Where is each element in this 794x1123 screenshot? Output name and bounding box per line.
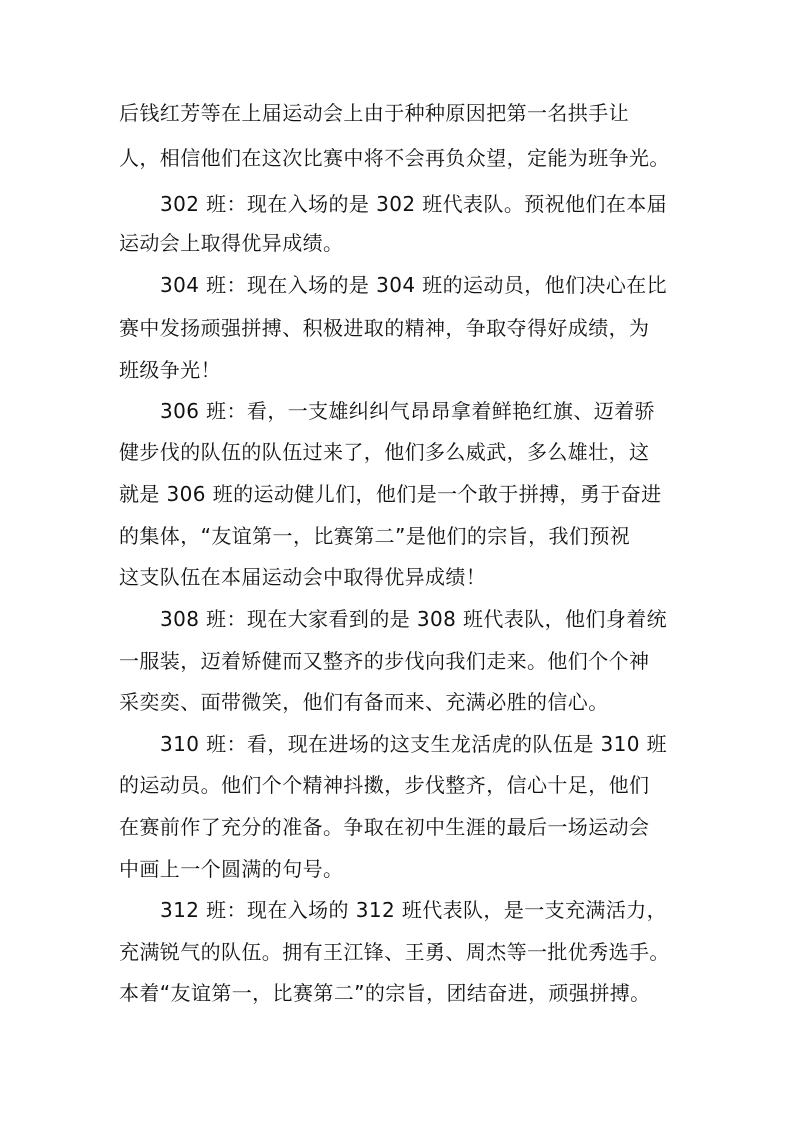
text-line: 这支队伍在本届运动会中取得优异成绩！ xyxy=(119,565,487,589)
text-line: 运动会上取得优异成绩。 xyxy=(119,231,344,255)
text-line: 中画上一个圆满的句号。 xyxy=(119,857,344,881)
text-line: 后钱红芳等在上届运动会上由于种种原因把第一名拱手让 xyxy=(119,101,629,125)
paragraph-308-line: 308 班：现在大家看到的是 308 班代表队，他们身着统 xyxy=(160,607,668,631)
text-line: 采奕奕、面带微笑，他们有备而来、充满必胜的信心。 xyxy=(119,690,609,714)
text-line: 充满锐气的队伍。拥有王江锋、王勇、周杰等一批优秀选手。 xyxy=(119,940,670,964)
text-line: 赛中发扬顽强拼搏、积极进取的精神，争取夺得好成绩，为 xyxy=(119,316,650,340)
text-line: 的运动员。他们个个精神抖擞，步伐整齐，信心十足，他们 xyxy=(119,773,650,797)
text-line: 班级争光！ xyxy=(119,358,221,382)
text-line: 健步伐的队伍的队伍过来了，他们多么威武，多么雄壮，这 xyxy=(119,440,650,464)
text-line: 人，相信他们在这次比赛中将不会再负众望，定能为班争光。 xyxy=(119,146,670,170)
text-line: 一服装，迈着矫健而又整齐的步伐向我们走来。他们个个神 xyxy=(119,649,650,673)
paragraph-302-line: 302 班：现在入场的是 302 班代表队。预祝他们在本届 xyxy=(160,192,668,216)
paragraph-312-line: 312 班：现在入场的 312 班代表队，是一支充满活力， xyxy=(160,898,668,922)
paragraph-310-line: 310 班：看，现在进场的这支生龙活虎的队伍是 310 班 xyxy=(160,732,668,756)
text-line: 本着“友谊第一，比赛第二”的宗旨，团结奋进，顽强拼搏。 xyxy=(119,981,651,1005)
paragraph-304-line: 304 班：现在入场的是 304 班的运动员，他们决心在比 xyxy=(160,273,668,297)
text-line: 的集体，“友谊第一，比赛第二”是他们的宗旨，我们预祝 xyxy=(119,524,631,548)
paragraph-306-line: 306 班：看，一支雄纠纠气昂昂拿着鲜艳红旗、迈着骄 xyxy=(160,399,655,423)
text-line: 在赛前作了充分的准备。争取在初中生涯的最后一场运动会 xyxy=(119,815,650,839)
text-line: 就是 306 班的运动健儿们，他们是一个敢于拼搏，勇于奋进 xyxy=(119,482,662,506)
